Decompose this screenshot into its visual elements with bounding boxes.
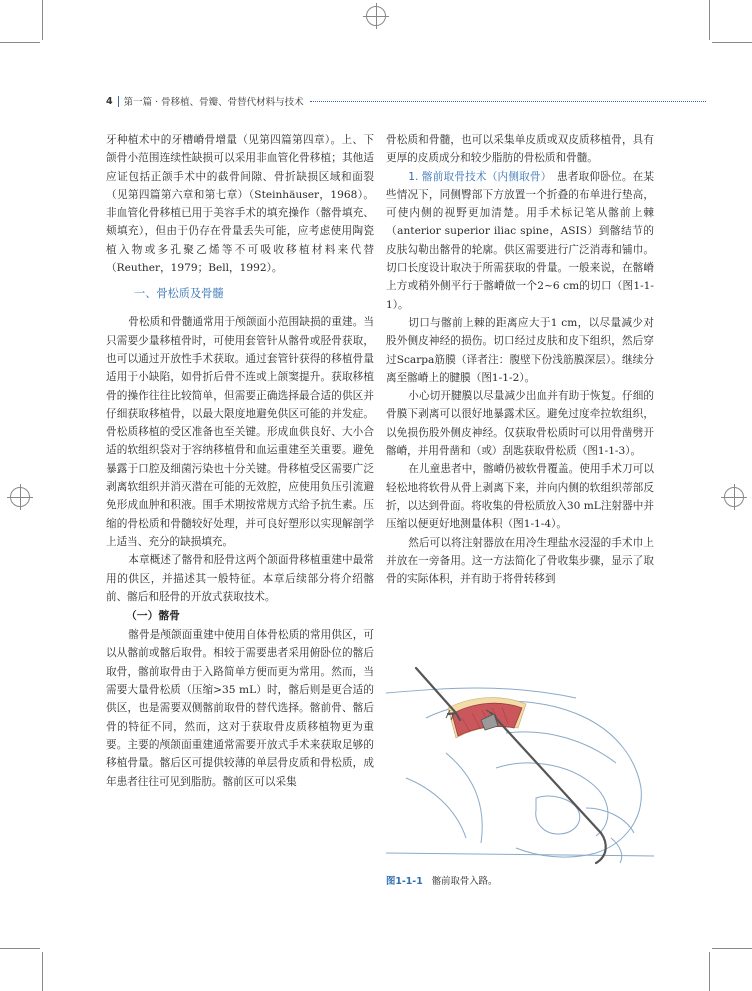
pelvis-outline [406,701,641,863]
paragraph: 小心切开腱膜以尽量减少出血并有助于恢复。仔细的骨膜下剥离可以很好地暴露术区。避免过度牵拉软组织，以免损伤股外侧皮神经。仅获取骨松质时可以用骨凿劈开髂嵴，并用骨凿和（或）刮匙获取骨松质（图1-1-3）。 [386,390,654,458]
left-column [106,131,374,791]
table-line [386,853,654,856]
illustration-svg [386,658,654,868]
paragraph: 牙种植术中的牙槽嵴骨增量（见第四篇第四章）。上、下颌骨小范围连续性缺损可以采用非血管化骨移植；其他适应证包括正颌手术中的截骨间隙、骨折缺损区域和面裂（见第四篇第六章和第七章）（Steinhäuser，1968）。非血管化骨移植已用于美容手术的填充操作（髂骨填充、颊填充），但由于仍存在骨量丢失可能，应考虑使用陶瓷植入物或多孔聚乙烯等不可吸收移植材料来代替（Reuther，1979；Bell，1992）。 [106,134,374,275]
right-column [386,131,654,588]
crop-mark [0,42,40,43]
paragraph [386,168,654,314]
paragraph: 切口与髂前上棘的距离应大于1 cm，以尽量减少对股外侧皮神经的损伤。切口经过皮肤和皮下组织，然后穿过Scarpa筋膜（译者注：腹壁下份浅筋膜深层）。继续分离至髂嵴上的腱膜（图1-1-2）。 [386,316,654,384]
crop-mark [42,0,43,40]
figure-id: 图1-1-1 [386,876,423,887]
figure-caption [386,873,654,887]
page-number: 4 [106,95,113,107]
section-title: 第一篇 · 骨移植、骨瓣、骨替代材料与技术 [123,97,304,108]
header-divider [118,96,119,107]
paragraph: 骨松质和骨髓，也可以采集单皮质或双皮质移植骨，具有更厚的皮质成分和较少脂肪的骨松质和骨髓。 [386,134,654,165]
skin-contour [386,688,576,698]
registration-mark [10,487,30,507]
crop-mark [712,42,752,43]
surgical-illustration [386,658,654,868]
retractor-right [491,713,606,863]
subsection-heading: （一）髂骨 [126,609,180,623]
crop-mark [709,0,710,40]
technique-body: 患者取仰卧位。在某些情况下，同侧臀部下方放置一个折叠的布单进行垫高，可使内侧的视野更加清楚。用手术标记笔从髂前上棘（anterior superior iliac spine，ASIS）到髂结节的皮肤勾勒出髂骨的轮廓。供区需要进行广泛消毒和铺巾。切口长度设计取决于所需获取的骨量。一般来说，在髂嵴上方或稍外侧平行于髂嵴做一个2~6 cm的切口（图1-1-1）。 [386,170,655,311]
crop-mark [712,948,752,949]
running-header [106,93,706,109]
crop-mark [42,952,43,991]
header-rule [310,101,706,102]
crop-mark [709,952,710,991]
paragraph: 骨松质和骨髓通常用于颅颌面小范围缺损的重建。当只需要少量移植骨时，可使用套管针从髂骨或胫骨获取，也可以通过开放性手术获取。通过套管针获得的移植骨量适用于小缺陷，如骨折后骨不连或上颌窦提升。获取移植骨的操作往往比较简单，但需要正确选择最合适的供区并仔细获取移植骨，以最大限度地避免供区可能的并发症。骨松质移植的受区准备也至关键。形成血供良好、大小合适的软组织袋对于容纳移植骨和血运重建至关重要。避免暴露于口腔及细菌污染也十分关键。骨移植受区需要广泛剥离软组织并消灭潜在可能的无效腔，应使用负压引流避免形成血肿和积液。围手术期按常规方式给予抗生素。压缩的骨松质和骨髓较好处理，并可良好塑形以实现解剖学上适当、充分的缺损填充。 [106,316,374,548]
registration-mark [724,487,744,507]
paragraph: 髂骨是颅颌面重建中使用自体骨松质的常用供区，可以从髂前或髂后取骨。相较于需要患者采用俯卧位的髂后取骨，髂前取骨由于入路简单方便而更为常用。然而，当需要大量骨松质（压缩>35 mL）时，髂后则是更合适的供区，也是需要双侧髂前取骨的替代选择。髂前骨、髂后骨的特征不同，然而，这对于获取骨皮质移植物更为重要。主要的颅颌面重建通常需要开放式手术来获取足够的移植骨量。髂后区可提供较薄的单层骨皮质和骨松质，成年患者往往可见到脂肪。髂前区可以采集 [106,629,374,788]
section-heading: 一、骨松质及骨髓 [134,287,224,301]
figure-caption-text: 髂前取骨入路。 [431,876,498,887]
paragraph: 然后可以将注射器放在用冷生理盐水浸湿的手术巾上并放在一旁备用。这一方法简化了骨收集步骤，显示了取骨的实际体积，并有助于将骨转移到 [386,536,654,586]
paragraph: 在儿童患者中，髂嵴仍被软骨覆盖。使用手术刀可以轻松地将软骨从骨上剥离下来，并向内侧的软组织蒂部反折，以达到骨面。将收集的骨松质放入30 mL注射器中并压缩以便更好地测量体积（图1-1-4）。 [386,463,654,531]
registration-mark [366,6,386,26]
technique-title: 1. 髂前取骨技术（内侧取骨） [408,170,547,183]
crop-mark [0,948,40,949]
paragraph: 本章概述了髂骨和胫骨这两个颌面骨移植重建中最常用的供区，并描述其一般特征。本章后续部分将介绍髂前、髂后和胫骨的开放式获取技术。 [106,554,374,603]
